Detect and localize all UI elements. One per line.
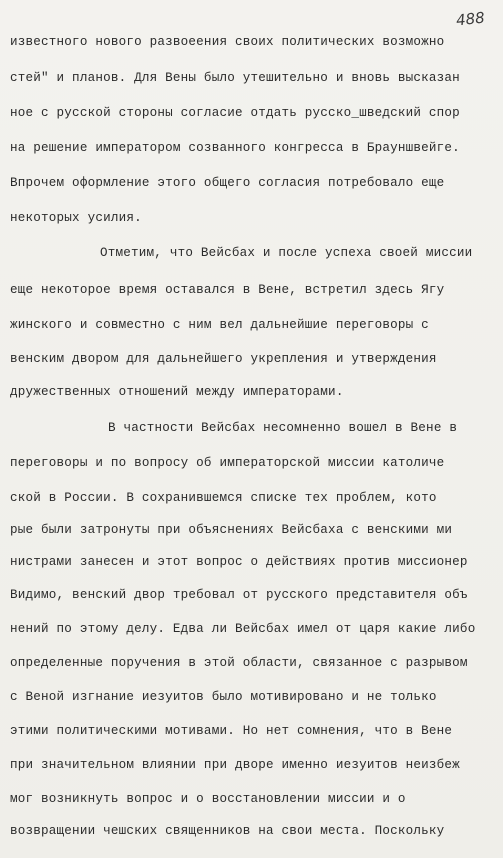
text-line: этими политическими мотивами. Но нет сомнения, что в Вене (10, 724, 453, 738)
text-line: нений по этому делу. Едва ли Вейсбах имел от царя какие либо (10, 622, 476, 636)
text-line: стей" и планов. Для Вены было утешительно и вновь высказан (10, 71, 460, 85)
page-number: 488 (455, 8, 486, 30)
text-line: ской в России. В сохранившемся списке тех проблем, кото (10, 491, 437, 505)
text-line: некоторых усилия. (10, 211, 142, 225)
text-line: на решение императором созванного конгресса в Брауншвейге. (10, 141, 460, 155)
text-line: переговоры и по вопросу об императорской миссии католиче (10, 456, 445, 470)
text-line: определенные поручения в этой области, связанное с разрывом (10, 656, 468, 670)
text-line: ное с русской стороны согласие отдать русско_шведский спор (10, 106, 460, 120)
text-line: В частности Вейсбах несомненно вошел в Вене в (108, 421, 458, 435)
text-line: Впрочем оформление этого общего согласия потребовало еще (10, 176, 445, 190)
text-line: рые были затронуты при объяснениях Вейсбаха с венскими ми (10, 523, 453, 537)
text-line: с Веной изгнание иезуитов было мотивировано и не только (10, 690, 437, 704)
text-line: Отметим, что Вейсбах и после успеха своей миссии (100, 246, 473, 260)
text-line: еще некоторое время оставался в Вене, встретил здесь Ягу (10, 283, 445, 297)
text-line: мог возникнуть вопрос и о восстановлении миссии и о (10, 792, 406, 806)
text-line: при значительном влиянии при дворе именно иезуитов неизбеж (10, 758, 460, 772)
text-line: жинского и совместно с ним вел дальнейшие переговоры с (10, 318, 429, 332)
text-line: известного нового развоеения своих политических возможно (10, 35, 445, 49)
text-line: нистрами занесен и этот вопрос о действиях против миссионер (10, 555, 468, 569)
text-line: венским двором для дальнейшего укрепления и утверждения (10, 352, 437, 366)
text-line: Видимо, венский двор требовал от русского представителя объ (10, 588, 468, 602)
text-line: возвращении чешских священников на свои места. Поскольку (10, 824, 445, 838)
text-line: дружественных отношений между императорами. (10, 385, 344, 399)
